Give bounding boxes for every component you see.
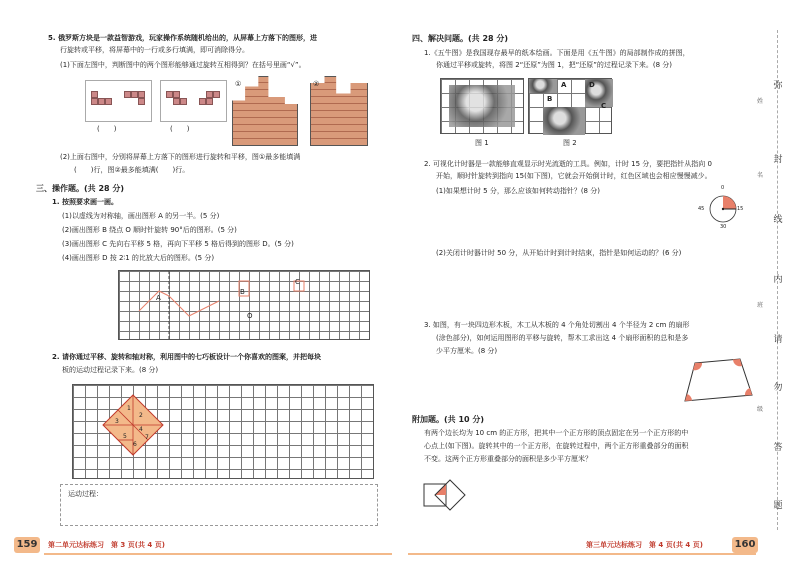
process-box[interactable]	[60, 484, 378, 526]
q2-line1: 2. 请你通过平移、旋转和轴对称，利用图中的七巧板设计一个你喜欢的图案，并把每块	[52, 353, 321, 361]
tangram-num-2: 2	[139, 412, 143, 419]
tangram-num-7: 7	[145, 434, 149, 441]
tetris-pair-2	[160, 80, 227, 122]
timer-clock	[698, 185, 744, 230]
r-q1-line1: 1.《五牛图》是我国现存最早的纸本绘画。下面是用《五牛图》的局部制作成的拼图，	[424, 49, 690, 57]
tetris-screen-1	[232, 76, 298, 146]
overlapping-squares	[420, 472, 470, 512]
screen-label-2: ②	[313, 80, 320, 88]
binding-char-4: 内	[773, 275, 783, 285]
label-a: A	[156, 294, 161, 302]
puzzle-letter-b: B	[547, 95, 553, 103]
extra-line1: 有两个边长均为 10 cm 的正方形，把其中一个正方形的顶点固定在另一个正方形的中	[424, 429, 689, 437]
q5-sub2b: ( )行，图②最多能填满( )行。	[74, 166, 190, 174]
clock-num-15: 15	[737, 206, 744, 212]
tangram-num-1: 1	[127, 405, 131, 412]
tangram-num-3: 3	[115, 418, 119, 425]
binding-small-4: 级	[757, 406, 764, 413]
tangram-num-6: 6	[133, 441, 137, 448]
q2-line2: 板的运动过程记录下来。(8 分)	[62, 366, 159, 374]
q1-grid	[118, 270, 370, 340]
label-b: B	[240, 288, 245, 296]
tangram-num-4: 4	[139, 426, 143, 433]
puzzle-letter-d: D	[589, 81, 595, 89]
right-footer-bar	[408, 537, 756, 555]
binding-char-3: 线	[773, 215, 783, 225]
q1-title: 1. 按照要求画一画。	[52, 198, 118, 206]
section4-title: 四、解决问题。(共 28 分)	[412, 34, 509, 43]
binding-char-7: 答	[773, 443, 783, 453]
q5-line2: 行旋转或平移，将屏幕中的一行或多行填满，即可消除得分。	[60, 46, 249, 54]
clock-num-0: 0	[721, 185, 725, 191]
q1-item-4: (4)画出图形 D 按 2∶1 的比放大后的图形。(5 分)	[62, 254, 215, 262]
q5-sub2a: (2)上面右图中，分别将屏幕上方落下的图形进行旋转和平移，图①最多能填满	[60, 153, 301, 161]
fig1-caption: 图 1	[475, 139, 489, 147]
quadrilateral-board	[680, 355, 755, 405]
q1-item-1: (1)以虚线为对称轴，画出图形 A 的另一半。(5 分)	[62, 212, 220, 220]
paren-1: ( )	[97, 125, 117, 133]
q1-item-2: (2)画出图形 B 绕点 O 顺时针旋转 90°后的图形。(5 分)	[62, 226, 237, 234]
clock-num-30: 30	[720, 224, 727, 230]
binding-char-6: 勿	[773, 383, 783, 393]
r-q3-line1: 3. 如图，有一块四边形木板，木工从木板的 4 个角处切割出 4 个半径为 2 cm 的扇形	[424, 321, 690, 329]
extra-line3: 不变。这两个正方形重叠部分的面积是多少平方厘米？	[424, 455, 592, 463]
clock-num-45: 45	[698, 206, 705, 212]
label-o: O	[247, 312, 253, 320]
r-q1-line2: 你通过平移或旋转，将图 2“还原”为图 1，把“还原”的过程记录下来。(8 分)	[436, 61, 673, 69]
binding-char-8: 题	[773, 501, 783, 511]
fig2-caption: 图 2	[563, 139, 577, 147]
binding-char-1: 弥	[773, 81, 783, 91]
screen-label-1: ①	[235, 80, 242, 88]
r-q2-sub2: (2)关闭计时器计时 50 分，从开始计时到计时结束，指针是如何运动的？(6 分)	[436, 249, 682, 257]
binding-small-1: 姓	[757, 98, 764, 105]
q1-item-3: (3)画出图形 C 先向右平移 5 格，再向下平移 5 格后得到的图形 D。(5 分)	[62, 240, 294, 248]
binding-small-3: 班	[757, 302, 764, 309]
puzzle-fig1	[440, 78, 524, 134]
left-footer-text: 第二单元达标练习 第 3 页(共 4 页)	[48, 541, 165, 549]
left-page-number: 159	[14, 537, 40, 553]
process-label: 运动过程：	[68, 490, 103, 498]
binding-small-2: 名	[757, 172, 764, 179]
puzzle-letter-c: C	[601, 102, 607, 110]
paren-2: ( )	[170, 125, 190, 133]
tangram-grid	[72, 384, 374, 479]
tetris-pair-1	[85, 80, 152, 122]
puzzle-fig2	[528, 78, 612, 134]
tangram-num-5: 5	[123, 433, 127, 440]
r-q3-line2: (涂色部分)，如何运用图形的平移与旋转，帮木工求出这 4 个扇形面积的总和是多	[436, 334, 689, 342]
r-q2-sub1: (1)如果想计时 5 分，那么应该如何转动指针？(8 分)	[436, 187, 600, 195]
r-q2-line2: 开始，顺时针旋转到指向 15(如下图)，它就会开始倒计时，红色区域也会相应慢慢减少。	[436, 172, 712, 180]
r-q2-line1: 2. 可视化计时器是一款能够直观显示时光流逝的工具。例如，计时 15 分，要把指针从指向 0	[424, 160, 712, 168]
extra-title: 附加题。(共 10 分)	[412, 415, 485, 424]
binding-char-2: 封	[773, 155, 783, 165]
label-c: C	[295, 278, 300, 286]
right-page-number: 160	[732, 537, 758, 553]
r-q3-line3: 少平方厘米。(8 分)	[436, 347, 498, 355]
puzzle-letter-a: A	[561, 81, 567, 89]
q5-sub1: (1)下面左图中，判断图中的两个图形能够通过旋转互相得到？在括号里画“√”。	[60, 61, 306, 69]
q5-title: 5. 俄罗斯方块是一款益智游戏，玩家操作系统随机给出的，从屏幕上方落下的图形，进	[48, 34, 317, 42]
binding-char-5: 请	[773, 335, 783, 345]
section3-title: 三、操作题。(共 28 分)	[36, 184, 125, 193]
right-footer-text: 第三单元达标练习 第 4 页(共 4 页)	[586, 541, 703, 549]
extra-line2: 心点上(如下图)。旋转其中的一个正方形，在旋转过程中，两个正方形重叠部分的面积	[424, 442, 689, 450]
